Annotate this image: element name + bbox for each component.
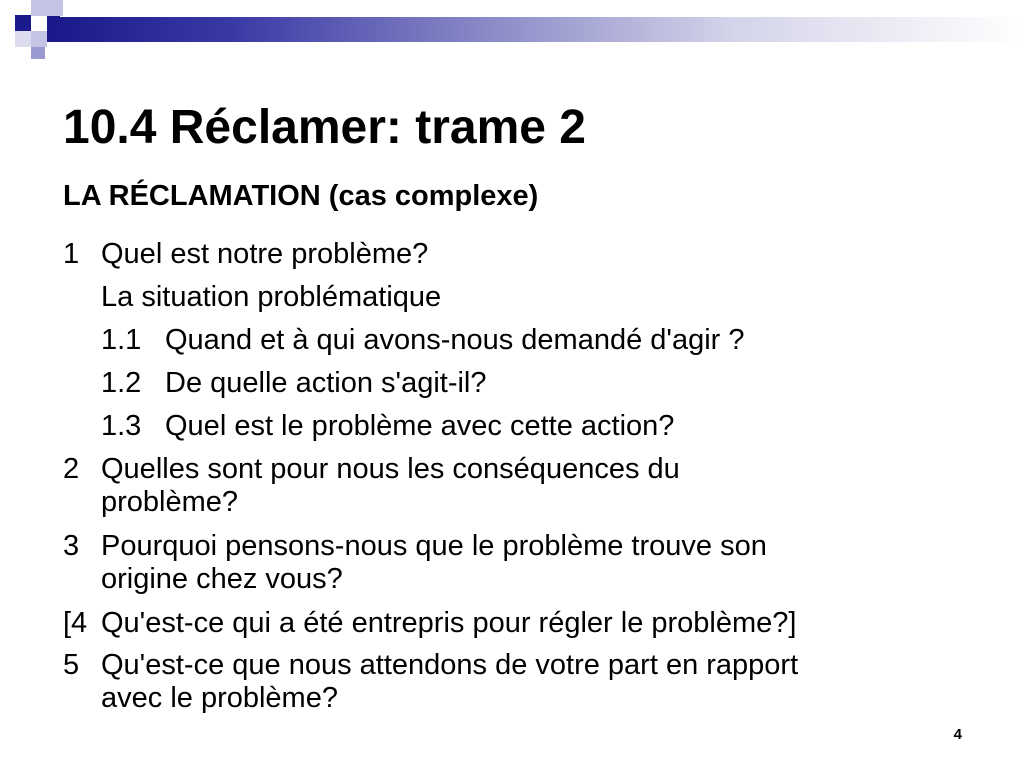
item-text: De quelle action s'agit-il? (165, 367, 487, 399)
deco-square (47, 0, 63, 16)
item-text: Qu'est-ce que nous attendons de votre part en rapport (101, 649, 799, 681)
item-text-continued: problème? (101, 486, 239, 518)
item-number: 1 (63, 238, 80, 270)
slide-title: 10.4 Réclamer: trame 2 (63, 101, 586, 154)
deco-square (31, 31, 47, 47)
item-text: Quand et à qui avons-nous demandé d'agir ? (165, 324, 745, 356)
deco-square (15, 15, 31, 31)
item-text: Pourquoi pensons-nous que le problème trouve son (101, 530, 767, 562)
header-gradient-bar (60, 17, 1024, 42)
header-decoration (0, 0, 1024, 60)
item-text-continued: origine chez vous? (101, 563, 343, 595)
item-text: Quel est le problème avec cette action? (165, 410, 675, 442)
item-number: 1.3 (101, 410, 142, 442)
page-number: 4 (953, 726, 962, 743)
item-number: 3 (63, 530, 80, 562)
item-text: Qu'est-ce qui a été entrepris pour régler le problème?] (101, 607, 797, 639)
deco-square (31, 0, 47, 16)
item-number: 1.2 (101, 367, 142, 399)
item-number: [4 (63, 607, 88, 639)
item-text: Quel est notre problème? (101, 238, 429, 270)
deco-square (15, 31, 31, 47)
item-number: 1.1 (101, 324, 142, 356)
item-number: 2 (63, 453, 80, 485)
item-text-continued: avec le problème? (101, 682, 338, 714)
item-text: Quelles sont pour nous les conséquences du (101, 453, 680, 485)
item-number: 5 (63, 649, 80, 681)
deco-square (31, 47, 45, 59)
item-text: La situation problématique (101, 281, 442, 313)
deco-square (47, 16, 60, 42)
slide-subtitle: LA RÉCLAMATION (cas complexe) (63, 180, 539, 212)
